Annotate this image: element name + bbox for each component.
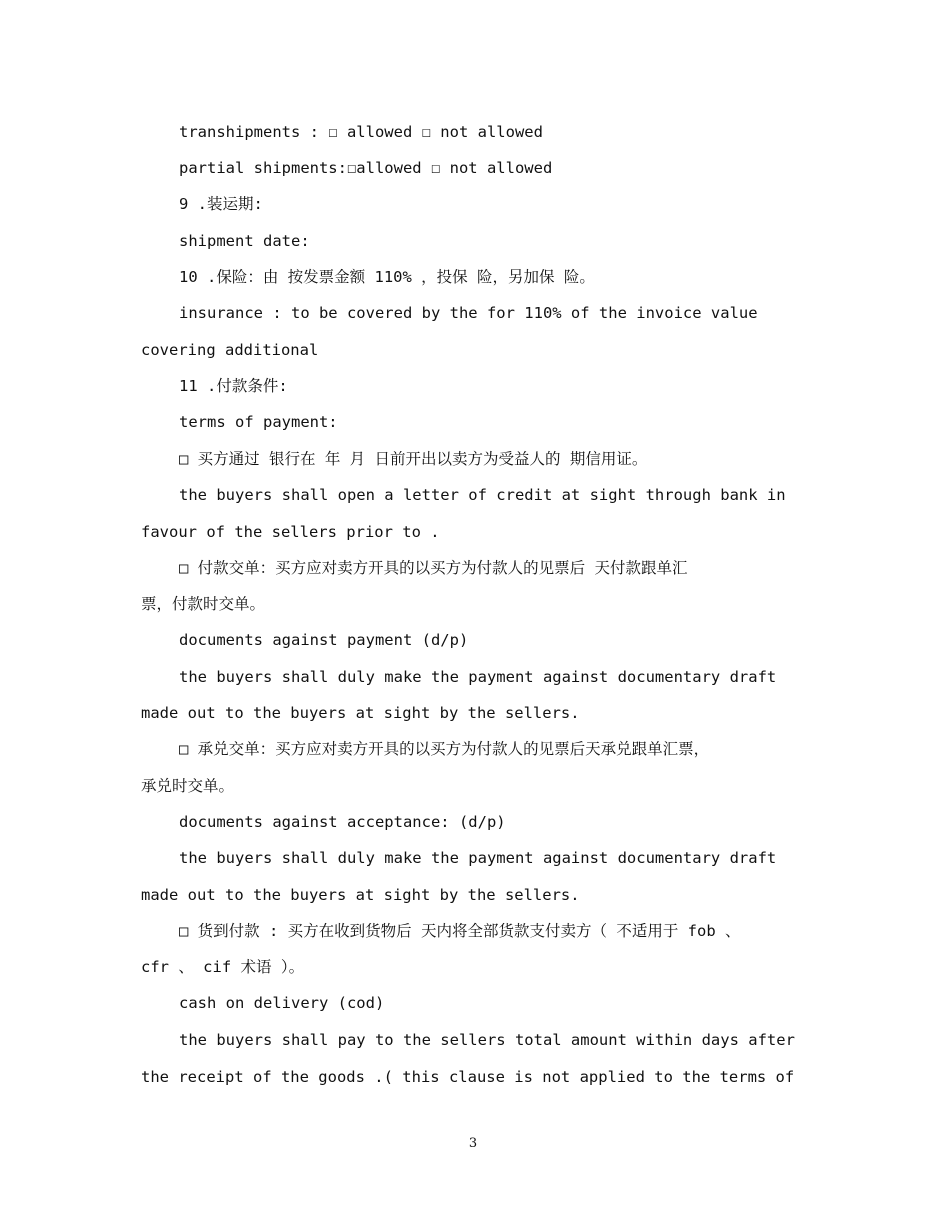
page-number: 3	[468, 1136, 478, 1151]
text-line: 承兑时交单。	[141, 777, 235, 795]
text-line: □ 付款交单：买方应对卖方开具的以买方为付款人的见票后 天付款跟单汇	[179, 559, 688, 577]
text-line: 10 .保险：由 按发票金额 110% ，投保 险，另加保 险。	[179, 268, 595, 286]
text-line: the buyers shall pay to the sellers total amount within days after	[179, 1031, 795, 1049]
text-line: 9 .装运期:	[179, 195, 263, 213]
text-line: □ 货到付款 : 买方在收到货物后 天内将全部货款支付卖方（ 不适用于 fob 、	[179, 922, 741, 940]
text-line: covering additional	[141, 341, 319, 359]
text-line: documents against payment (d/p)	[179, 631, 469, 649]
text-line: favour of the sellers prior to .	[141, 523, 440, 541]
text-line: 11 .付款条件:	[179, 377, 288, 395]
text-line: the receipt of the goods .( this clause is not applied to the terms of	[141, 1068, 795, 1086]
text-line: made out to the buyers at sight by the sellers.	[141, 704, 580, 722]
text-line: the buyers shall duly make the payment against documentary draft	[179, 668, 777, 686]
text-line: the buyers shall duly make the payment against documentary draft	[179, 849, 777, 867]
text-line: the buyers shall open a letter of credit at sight through bank in	[179, 486, 786, 504]
text-line: insurance : to be covered by the for 110% of the invoice value	[179, 304, 758, 322]
text-line: transhipments : ☐ allowed ☐ not allowed	[179, 123, 543, 141]
text-line: □ 买方通过 银行在 年 月 日前开出以卖方为受益人的 期信用证。	[179, 450, 648, 468]
text-line: partial shipments:☐allowed ☐ not allowed	[179, 159, 553, 177]
text-line: terms of payment:	[179, 413, 338, 431]
text-line: shipment date:	[179, 232, 310, 250]
text-line: 票，付款时交单。	[141, 595, 266, 613]
text-line: □ 承兑交单：买方应对卖方开具的以买方为付款人的见票后天承兑跟单汇票，	[179, 740, 710, 758]
text-line: cfr 、 cif 术语 ）。	[141, 958, 305, 976]
text-line: cash on delivery (cod)	[179, 994, 385, 1012]
text-line: made out to the buyers at sight by the sellers.	[141, 886, 580, 904]
text-line: documents against acceptance: (d/p)	[179, 813, 506, 831]
